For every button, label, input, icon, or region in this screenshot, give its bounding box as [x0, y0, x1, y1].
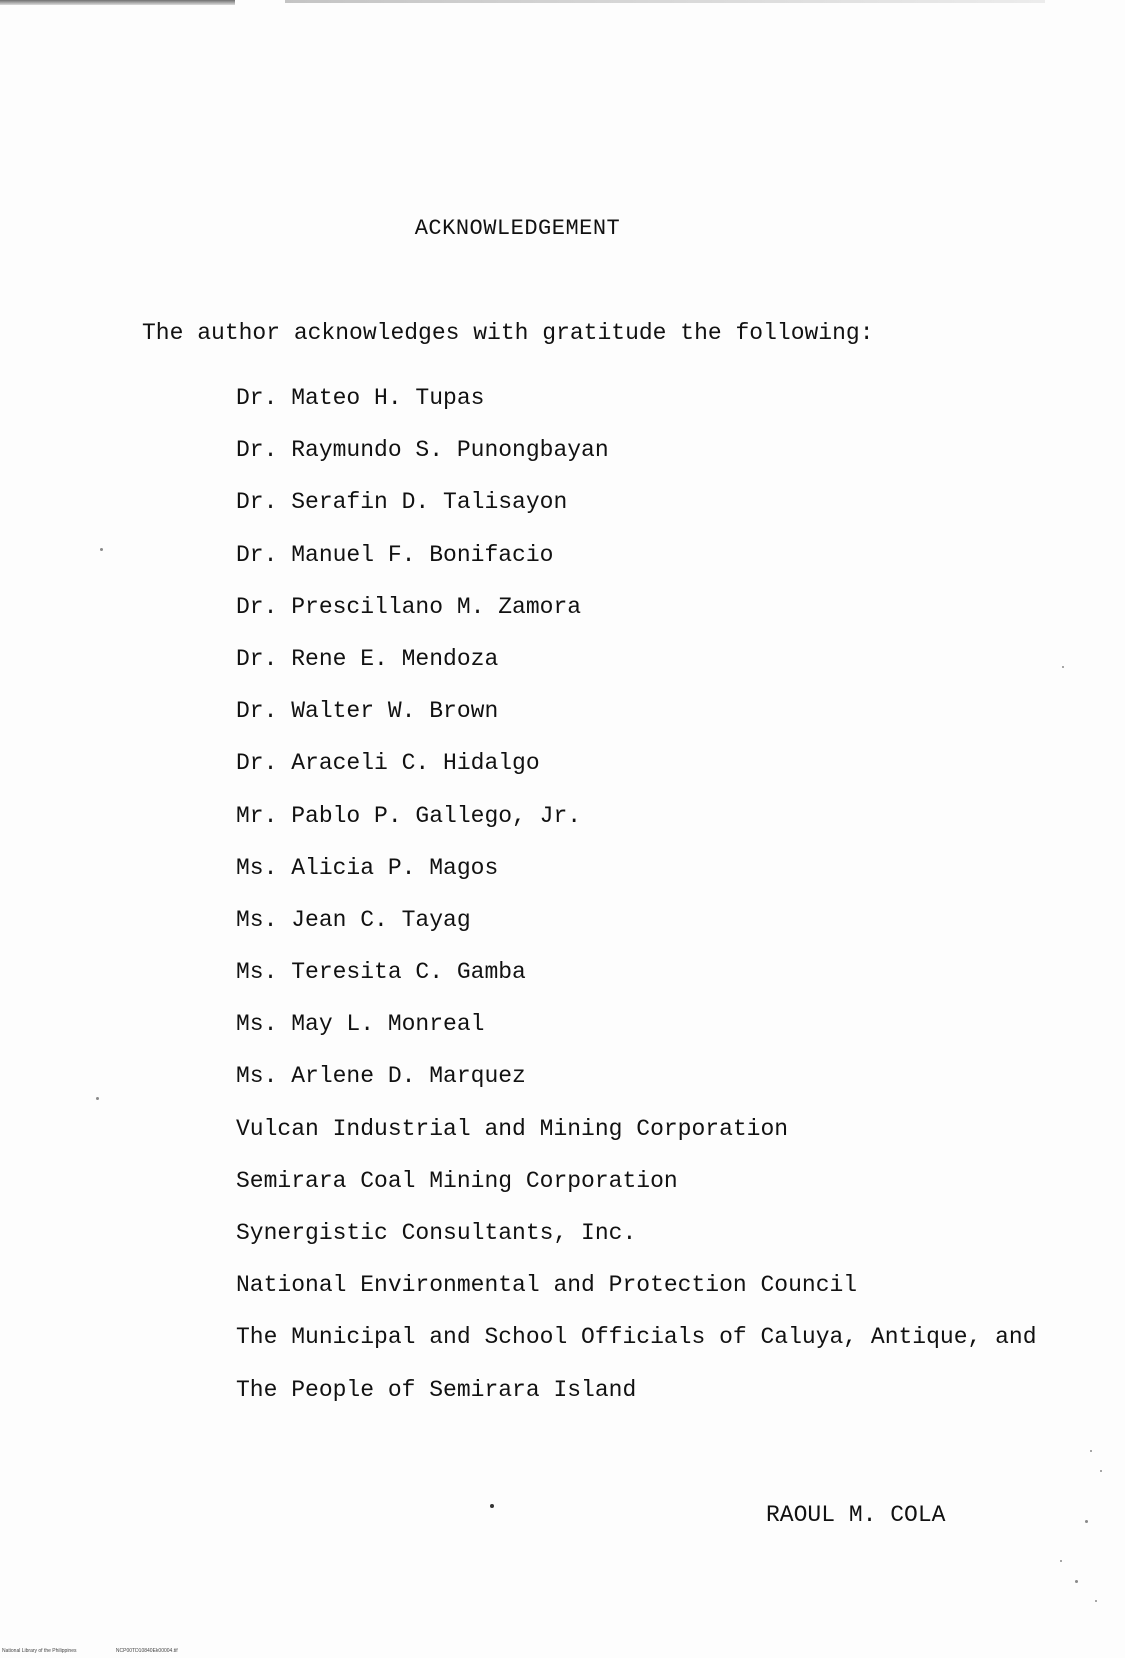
list-item: Synergistic Consultants, Inc.	[236, 1220, 637, 1246]
author-signature-name: RAOUL M. COLA	[766, 1502, 946, 1528]
scan-speckle	[1100, 1470, 1102, 1472]
list-item: Mr. Pablo P. Gallego, Jr.	[236, 802, 582, 829]
scan-speckle	[1062, 666, 1064, 668]
list-item: Dr. Walter W. Brown	[236, 698, 499, 725]
list-item: Dr. Manuel F. Bonifacio	[236, 541, 554, 568]
list-item: Ms. Teresita C. Gamba	[236, 959, 526, 986]
file-code: NCP00TD10840Ek00004.tif	[115, 1648, 178, 1654]
scan-speckle	[1095, 1600, 1097, 1602]
list-item: The Municipal and School Officials of Caluya, Antique, and	[236, 1324, 1037, 1351]
scan-speckle	[96, 1097, 99, 1100]
scan-speckle	[490, 1504, 494, 1508]
list-item: Ms. Arlene D. Marquez	[236, 1063, 526, 1090]
scan-speckle	[1060, 1560, 1062, 1562]
scan-edge-mark	[285, 0, 1045, 3]
list-item: Dr. Mateo H. Tupas	[236, 385, 485, 411]
list-item: Vulcan Industrial and Mining Corporation	[236, 1115, 789, 1142]
scan-speckle	[100, 548, 103, 551]
acknowledgement-list	[236, 385, 1037, 1429]
list-item: Semirara Coal Mining Corporation	[236, 1167, 678, 1194]
scan-speckle	[1075, 1580, 1078, 1583]
list-item: National Environmental and Protection Council	[236, 1272, 858, 1299]
list-item: Dr. Prescillano M. Zamora	[236, 593, 582, 620]
scan-speckle	[1090, 1450, 1092, 1452]
scan-speckle	[1085, 1520, 1088, 1523]
list-item: Dr. Rene E. Mendoza	[236, 645, 499, 672]
list-item: The People of Semirara Island	[236, 1376, 637, 1403]
list-item: Ms. Alicia P. Magos	[236, 854, 499, 881]
library-name: National Library of the Philippines	[2, 1648, 77, 1654]
list-item: Ms. May L. Monreal	[236, 1011, 485, 1038]
page-title: ACKNOWLEDGEMENT	[414, 216, 621, 241]
list-item: Dr. Serafin D. Talisayon	[236, 489, 568, 516]
list-item: Ms. Jean C. Tayag	[236, 906, 471, 933]
list-item: Dr. Raymundo S. Punongbayan	[236, 437, 609, 464]
list-item: Dr. Araceli C. Hidalgo	[236, 750, 540, 777]
scan-edge-mark	[0, 0, 235, 5]
scan-footer	[2, 1648, 216, 1654]
intro-text: The author acknowledges with gratitude the following:	[142, 320, 874, 346]
